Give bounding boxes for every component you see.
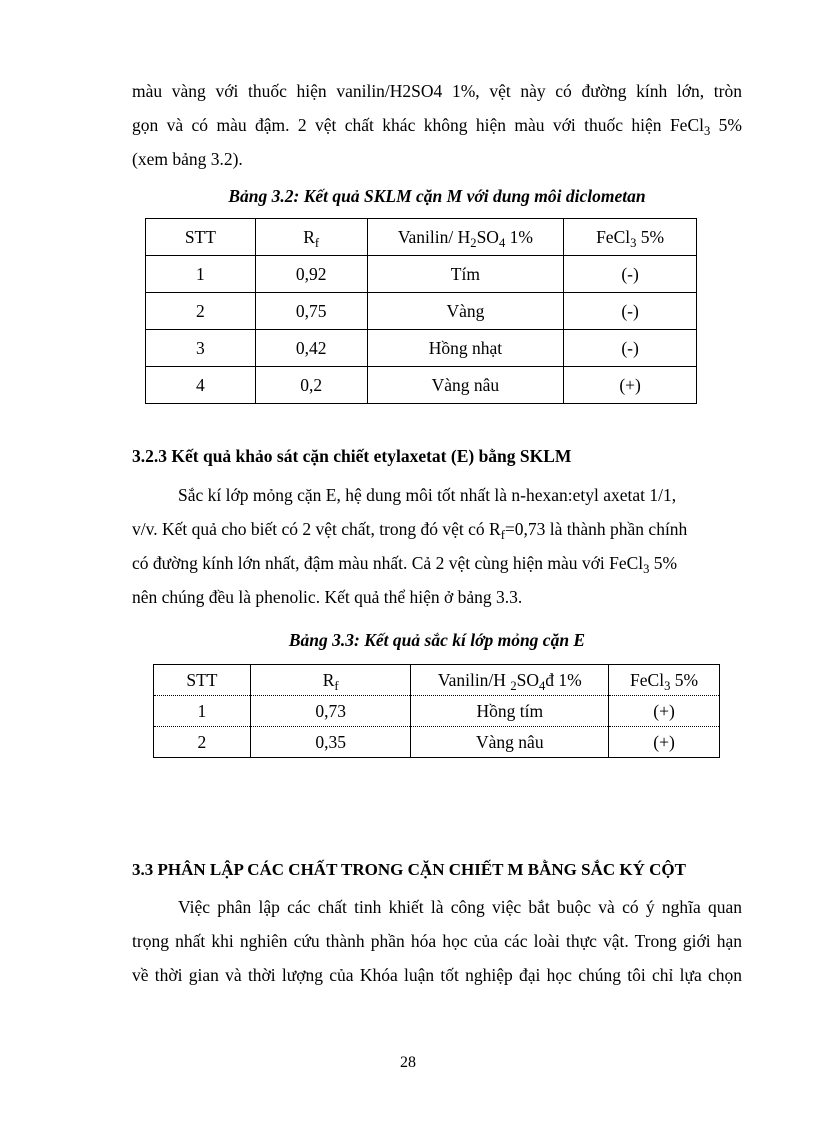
cell-rf: 0,92 — [255, 256, 367, 293]
cell-stt: 1 — [154, 696, 251, 727]
para-line-3: có đường kính lớn nhất, đậm màu nhất. Cả 2 vệt cùng hiện màu với FeCl$_3$ 5% — [132, 553, 678, 576]
header-rf: $R_f$ — [250, 665, 411, 696]
cell-stt: 4 — [146, 367, 256, 404]
intro-line-1: màu vàng với thuốc hiện vanilin/H2SO4 1%, vệt này có đường kính lớn, tròn — [132, 81, 742, 101]
section-3-2-3-heading: 3.2.3 Kết quả khảo sát cặn chiết etylaxetat (E) bằng SKLM — [132, 446, 572, 466]
table-header-row — [146, 219, 697, 256]
header-vanilin: Vanilin/H $_2SO_4đ$ 1% — [411, 665, 609, 696]
header-fecl3: FeCl$_3$ 5% — [609, 665, 720, 696]
table-row — [154, 727, 720, 758]
intro-paragraph — [132, 74, 742, 176]
cell-fecl3: (+) — [609, 727, 720, 758]
cell-vanilin: Tím — [367, 256, 564, 293]
cell-vanilin: Hồng nhạt — [367, 330, 564, 367]
header-rf: $R_f$ — [255, 219, 367, 256]
cell-vanilin: Vàng — [367, 293, 564, 330]
cell-vanilin: Vàng nâu — [367, 367, 564, 404]
table-row — [154, 696, 720, 727]
table-3-2-caption: Bảng 3.2: Kết quả SKLM cặn M với dung môi diclometan — [228, 186, 646, 206]
table-header-row — [154, 665, 720, 696]
cell-stt: 2 — [154, 727, 251, 758]
cell-fecl3: (-) — [564, 330, 697, 367]
cell-fecl3: (-) — [564, 256, 697, 293]
section-3-3-paragraph — [132, 890, 742, 992]
intro-line-2: gọn và có màu đậm. 2 vệt chất khác không hiện màu với thuốc hiện FeCl$_3$ 5% — [132, 115, 742, 138]
cell-vanilin: Vàng nâu — [411, 727, 609, 758]
intro-line-3: (xem bảng 3.2). — [132, 149, 243, 169]
para-line-4: nên chúng đều là phenolic. Kết quả thể hiện ở bảng 3.3. — [132, 587, 523, 607]
page-number: 28 — [400, 1054, 416, 1071]
table-row — [146, 367, 697, 404]
cell-fecl3: (+) — [564, 367, 697, 404]
table-row — [146, 293, 697, 330]
cell-stt: 1 — [146, 256, 256, 293]
cell-vanilin: Hồng tím — [411, 696, 609, 727]
table-row — [146, 256, 697, 293]
cell-rf: 0,75 — [255, 293, 367, 330]
cell-stt: 2 — [146, 293, 256, 330]
header-vanilin: Vanilin/ $H_2SO_4$ 1% — [367, 219, 564, 256]
cell-rf: 0,2 — [255, 367, 367, 404]
table-3-3-caption: Bảng 3.3: Kết quả sắc kí lớp mỏng cặn E — [288, 630, 586, 650]
cell-rf: 0,73 — [250, 696, 411, 727]
para-line-1: Việc phân lập các chất tinh khiết là công việc bắt buộc và có ý nghĩa quan — [178, 897, 742, 917]
cell-stt: 3 — [146, 330, 256, 367]
cell-fecl3: (+) — [609, 696, 720, 727]
header-stt: STT — [146, 219, 256, 256]
para-line-2: v/v. Kết quả cho biết có 2 vệt chất, trong đó vệt có $R_f=0,73$ là thành phần chính — [132, 519, 688, 542]
header-fecl3: FeCl$_3$ 5% — [564, 219, 697, 256]
para-line-1: Sắc kí lớp mỏng cặn E, hệ dung môi tốt nhất là n-hexan:etyl axetat 1/1, — [178, 485, 677, 505]
cell-rf: 0,35 — [250, 727, 411, 758]
table-3-3 — [153, 664, 720, 758]
cell-fecl3: (-) — [564, 293, 697, 330]
section-3-3-heading: 3.3 PHÂN LẬP CÁC CHẤT TRONG CẶN CHIẾT M BẰNG SẮC KÝ CỘT — [132, 860, 686, 879]
para-line-2: trọng nhất khi nghiên cứu thành phần hóa học của các loài thực vật. Trong giới hạn — [132, 931, 742, 951]
para-line-3: về thời gian và thời lượng của Khóa luận tốt nghiệp đại học chúng tôi chỉ lựa chọn — [132, 965, 742, 985]
cell-rf: 0,42 — [255, 330, 367, 367]
table-row — [146, 330, 697, 367]
header-stt: STT — [154, 665, 251, 696]
table-3-2 — [145, 218, 697, 404]
section-3-2-3-paragraph — [132, 478, 742, 614]
